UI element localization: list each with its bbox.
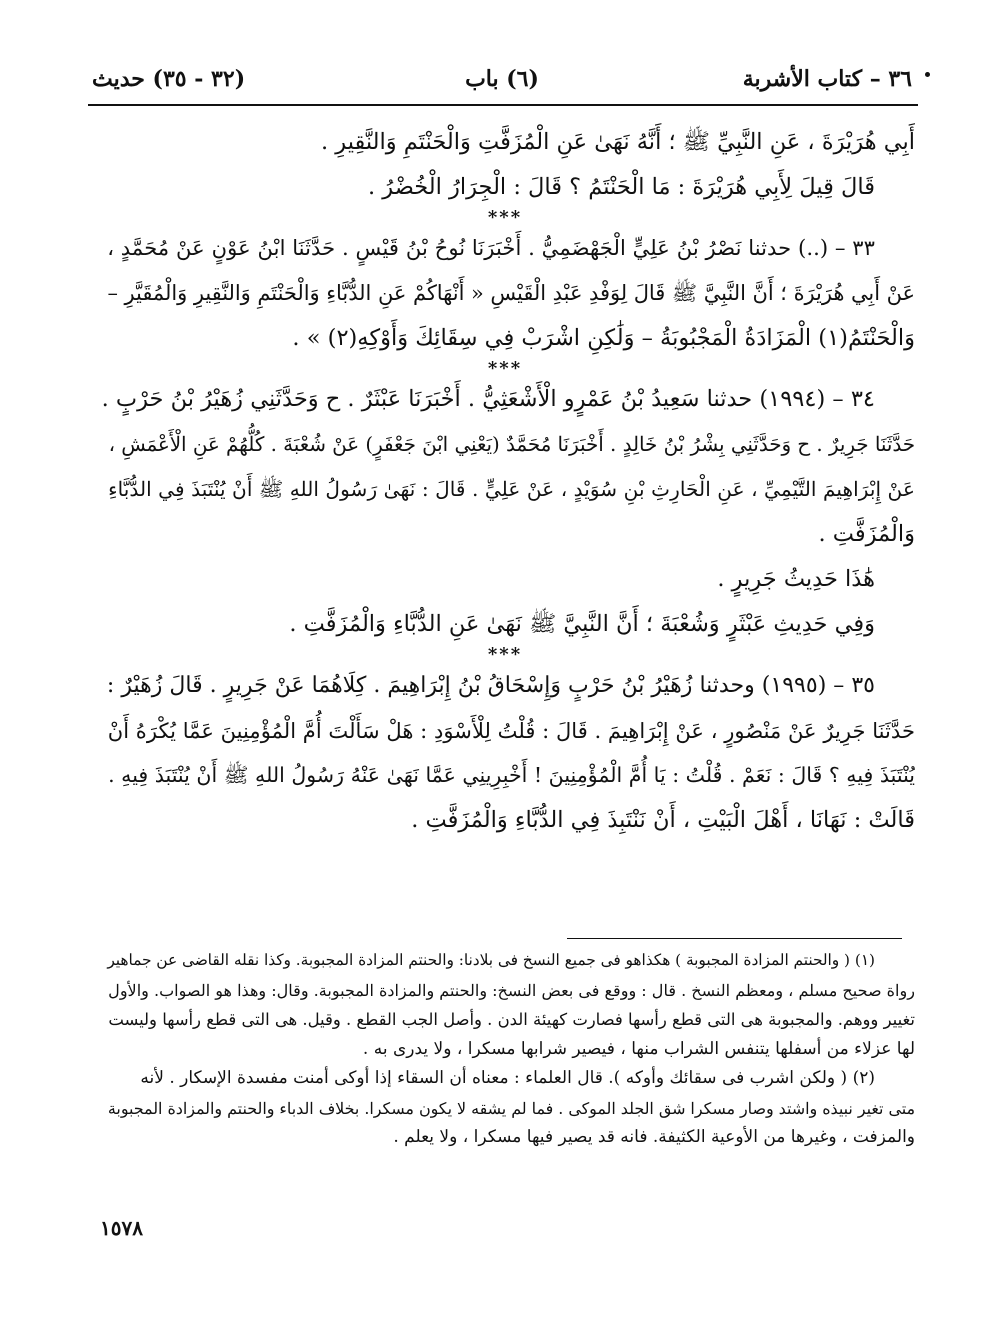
footnotes [95, 946, 915, 1153]
footnote-line: متى تغير نبيذه واشتد وصار مسكرا شق الجلد الموكى . فما لم يشقه لا يكون مسكرا. بخلاف الدباء والحنتم والمزادة المجبوبة [107, 1098, 915, 1118]
text-line: وَالْحَنْتَمُ(١) الْمَزَادَةُ الْمَجْبُوبَةُ – وَلَٰكِنِ اشْرَبْ فِي سِقَائِكَ وَأَوْكِهِ(٢) » . [292, 325, 915, 351]
text-line: وَالْمُزَفَّتِ . [818, 521, 915, 547]
text-line: قَالَتْ : نَهَانَا ، أَهْلَ الْبَيْتِ ، أَنْ نَنْتَبِذَ فِي الدُّبَّاءِ وَالْمُزَفَّتِ . [411, 807, 915, 833]
corner-dot [925, 72, 930, 77]
text-line: وَفِي حَدِيثِ عَبْثَرٍ وَشُعْبَةَ ؛ أَنَّ النَّبِيَّ ﷺ نَهَىٰ عَنِ الدُّبَّاءِ وَالْمُزَفَّتِ . [289, 611, 875, 637]
text-line: ٣٥ – (١٩٩٥) وحدثنا زُهَيْرُ بْنُ حَرْبٍ وَإِسْحَاقُ بْنُ إِبْرَاهِيمَ . كِلَاهُمَا عَنْ جَرِيرٍ . قَالَ زُهَيْرٌ : [106, 673, 875, 698]
running-header [92, 60, 912, 100]
header-chapter: (٦) باب [465, 66, 539, 92]
header-rule [88, 104, 918, 106]
footnote-line: (٢) ( ولكن اشرب فى سقائك وأوكه ). قال العلماء : معناه أن السقاء إذا أوكى أمنت مفسدة الإسكار . لأنه [140, 1068, 875, 1088]
section-separator: *** [487, 644, 523, 665]
text-line: ٣٣ – (..) حدثنا نَصْرُ بْنُ عَلِيٍّ الْجَهْضَمِيُّ . أَخْبَرَنَا نُوحُ بْنُ قَيْسٍ . حَدَّثَنَا ابْنُ عَوْنٍ عَنْ مُحَمَّدٍ ، [107, 236, 875, 261]
footnote-rule [567, 938, 902, 939]
text-line: يُنْتَبَذَ فِيهِ ؟ قَالَ : نَعَمْ . قُلْتُ : يَا أُمَّ الْمُؤْمِنِينَ ! أَخْبِرِينِي عَمَّا نَهَىٰ عَنْهُ رَسُولُ اللهِ ﷺ أَنْ يُنْتَبَذَ فِيهِ . [108, 763, 915, 787]
main-text [95, 120, 915, 843]
text-line: ٣٤ – (١٩٩٤) حدثنا سَعِيدُ بْنُ عَمْرٍو الْأَشْعَثِيُّ . أَخْبَرَنَا عَبْثَرٌ . ح وَحَدَّثَنِي زُهَيْرُ بْنُ حَرْبٍ . [101, 386, 875, 412]
footnote-line: (١) ( والحنتم المزادة المجبوبة ) هكذاهو فى جميع النسخ فى بلادنا: والحنتم المزادة المجبوبة. وكذا نقله القاضى عن جماهير [107, 951, 875, 969]
text-line: حَدَّثَنَا جَرِيرٌ عَنْ مَنْصُورٍ ، عَنْ إِبْرَاهِيمَ . قَالَ : قُلْتُ لِلْأَسْوَدِ : هَلْ سَأَلْتَ أُمَّ الْمُؤْمِنِينَ عَمَّا يُكْرَهُ أَنْ [107, 718, 915, 743]
footnote-line: تغيير ووهم. والمجبوبة هى التى قطع رأسها فصارت كهيئة الدن . وأصل الجب القطع . وقيل. هى التى قطع رأسها وليست [108, 1010, 915, 1029]
page-number: ١٥٧٨ [100, 1216, 143, 1240]
text-line: هَٰذَا حَدِيثُ جَرِيرٍ . [717, 566, 875, 592]
text-line: عَنْ إِبْرَاهِيمَ التَّيْمِيِّ ، عَنِ الْحَارِثِ بْنِ سُوَيْدٍ ، عَنْ عَلِيٍّ . قَالَ : نَهَىٰ رَسُولُ اللهِ ﷺ أَنْ يُنْتَبَذَ فِي الدُّبَّاءِ [108, 477, 915, 501]
header-book-title: ٣٦ – كتاب الأشربة [742, 66, 912, 92]
footnote-line: رواة صحيح مسلم ، ومعظم النسخ . قال : ووقع فى بعض النسخ: والحنتم والمزادة المجبوبة. وقال: وهذا هو الصواب. والأول [108, 980, 915, 1000]
text-line: حَدَّثَنَا جَرِيرٌ . ح وَحَدَّثَنِي بِشْرُ بْنُ خَالِدٍ . أَخْبَرَنَا مُحَمَّدٌ (يَعْنِي ابْنَ جَعْفَرٍ) عَنْ شُعْبَةَ . كُلُّهُمْ عَنِ الْأَعْمَشِ ، [108, 433, 915, 456]
text-line: أَبِي هُرَيْرَةَ ، عَنِ النَّبِيِّ ﷺ ؛ أَنَّهُ نَهَىٰ عَنِ الْمُزَفَّتِ وَالْحَنْتَمِ وَالنَّقِيرِ . [320, 129, 915, 155]
header-hadith-range: (٣٢ - ٣٥) حديث [92, 66, 246, 92]
footnote-line: لها عزلاء من أسفلها يتنفس الشراب منها ، فيصير شرابها مسكرا ، ولا يدرى به . [362, 1038, 915, 1059]
text-line: قَالَ قِيلَ لِأَبِي هُرَيْرَةَ : مَا الْحَنْتَمُ ؟ قَالَ : الْجِرَارُ الْخُضْرُ . [368, 174, 875, 200]
text-line: عَنْ أَبِي هُرَيْرَةَ ؛ أَنَّ النَّبِيَّ ﷺ قَالَ لِوَفْدِ عَبْدِ الْقَيْسِ « أَنْهَاكُمْ عَنِ الدُّبَّاءِ وَالْحَنْتَمِ وَالنَّقِيرِ وَالْمُقَيَّرِ – [107, 281, 915, 305]
section-separator: *** [487, 358, 523, 379]
footnote-line: والمزفت ، وغيرها من الأوعية الكثيفة. فانه قد يصير فيها مسكرا ، ولا يعلم . [393, 1127, 915, 1147]
section-separator: *** [487, 207, 523, 228]
